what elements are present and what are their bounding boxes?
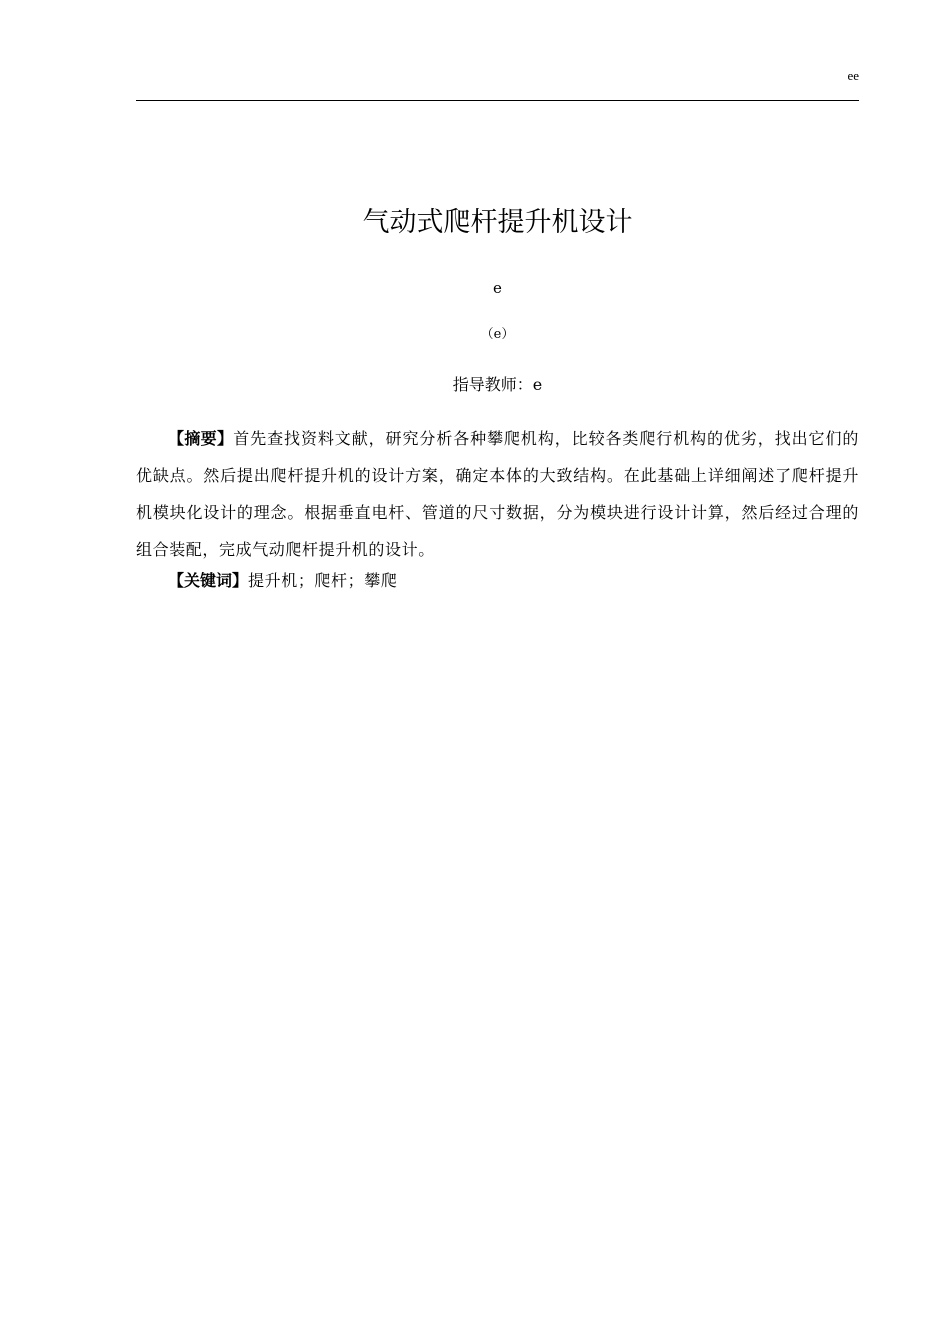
header-divider: [136, 100, 859, 101]
advisor-line: 指导教师：e: [452, 375, 543, 394]
abstract-label: 【摘要】: [168, 429, 234, 448]
keywords-text: 提升机；爬杆；攀爬: [248, 571, 398, 590]
keywords-paragraph: [136, 564, 859, 598]
running-header-mark: ee: [847, 68, 859, 83]
abstract-paragraph: [136, 420, 859, 568]
abstract-text: 首先查找资料文献，研究分析各种攀爬机构，比较各类爬行机构的优劣，找出它们的优缺点。然后提出爬杆提升机的设计方案，确定本体的大致结构。在此基础上详细阐述了爬杆提升机模块化设计的理念。根据垂直电杆、管道的尺寸数据，分为模块进行设计计算，然后经过合理的组合装配，完成气动爬杆提升机的设计。: [136, 429, 859, 559]
author-affiliation: （e）: [480, 327, 515, 342]
author-name: e: [493, 279, 502, 297]
keywords-label: 【关键词】: [168, 571, 249, 590]
paper-title: 气动式爬杆提升机设计: [362, 207, 633, 238]
